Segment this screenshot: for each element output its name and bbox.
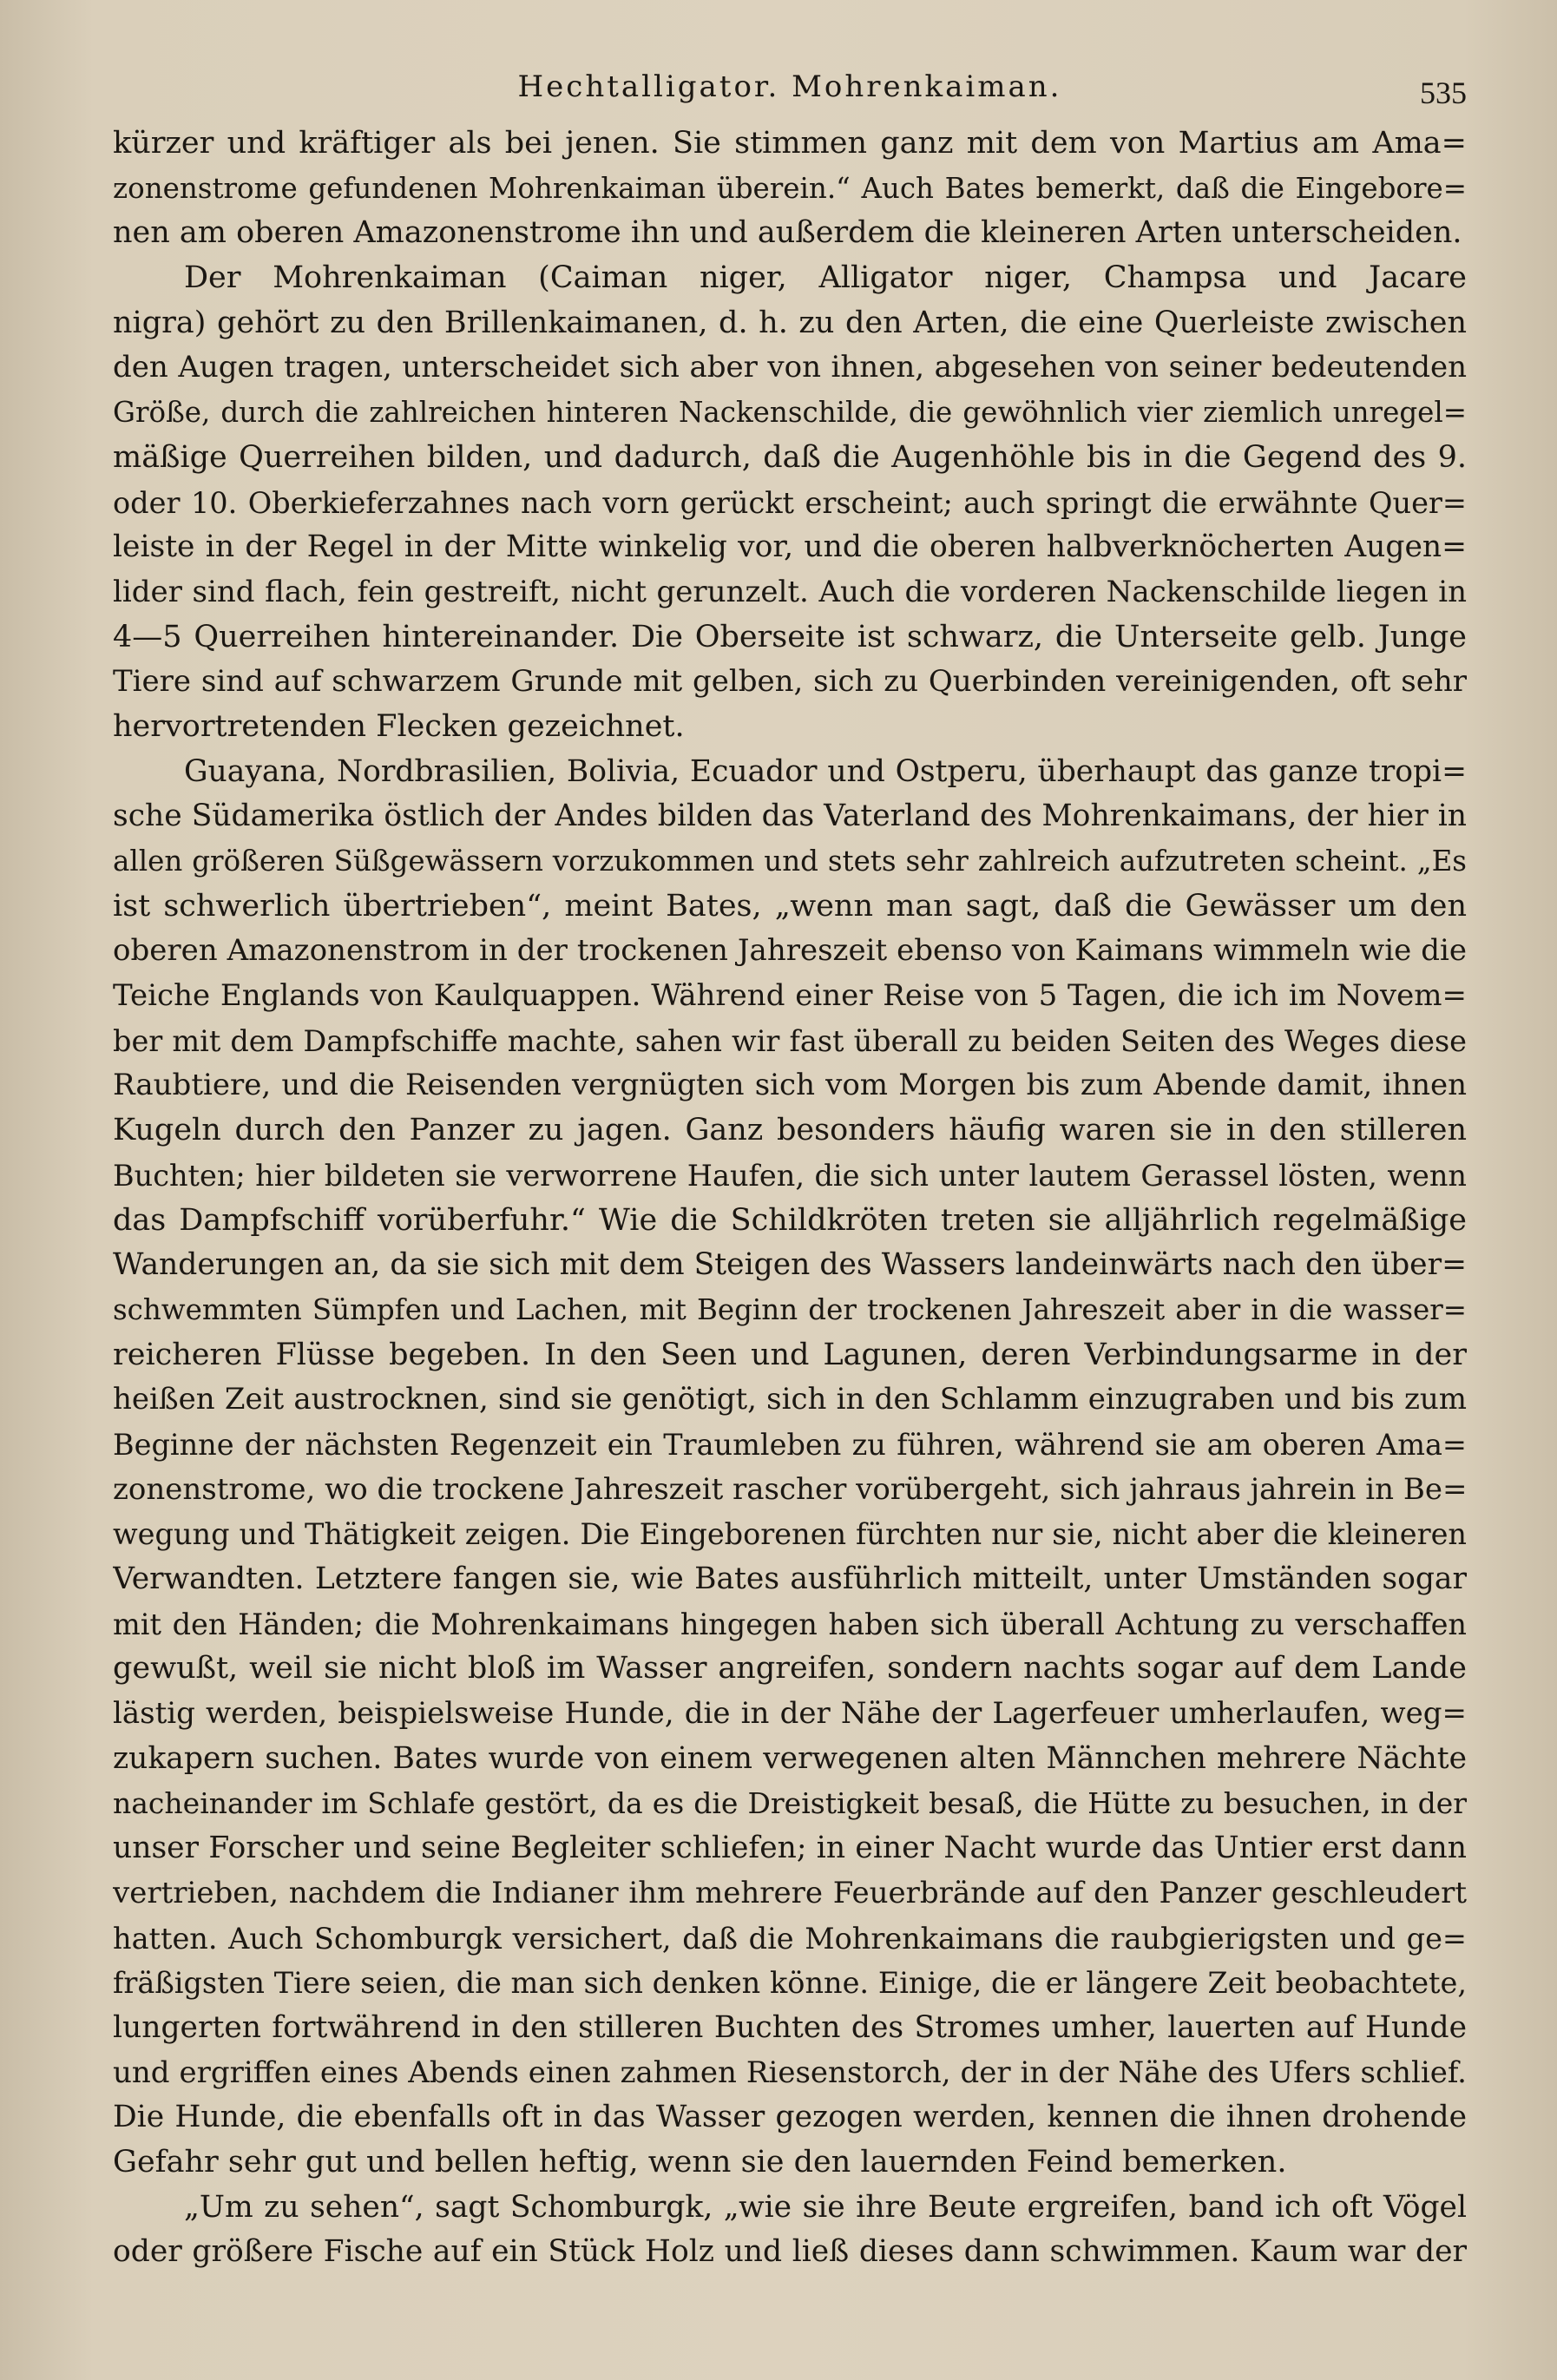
text-line: ber mit dem Dampfschiffe machte, sahen wir fast überall zu beiden Seiten des Weges diese <box>113 1023 1467 1058</box>
text-line: heißen Zeit austrocknen, sind sie genötigt, sich in den Schlamm einzugraben und bis zum <box>113 1382 1467 1417</box>
text-line: vertrieben, nachdem die Indianer ihm mehrere Feuerbrände auf den Panzer geschleudert <box>113 1875 1467 1910</box>
text-line: mit den Händen; die Mohrenkaimans hingegen haben sich überall Achtung zu verschaffen <box>113 1607 1467 1641</box>
text-line: leiste in der Regel in der Mitte winkelig vor, und die oberen halbverknöcherten Augen= <box>113 529 1467 565</box>
text-line: „Um zu sehen“, sagt Schomburgk, „wie sie ihre Beute ergreifen, band ich oft Vögel <box>184 2189 1467 2225</box>
text-line: nen am oberen Amazonenstrome ihn und außerdem die kleineren Arten unterscheiden. <box>113 215 1462 251</box>
text-line: ist schwerlich übertrieben“, meint Bates, „wenn man sagt, daß die Gewässer um den <box>113 888 1467 924</box>
text-line: Wanderungen an, da sie sich mit dem Steigen des Wassers landeinwärts nach den über= <box>113 1247 1467 1283</box>
running-head <box>113 62 1467 115</box>
text-line: schwemmten Sümpfen und Lachen, mit Beginn der trockenen Jahreszeit aber in die wasser= <box>113 1292 1467 1326</box>
text-line: Guayana, Nordbrasilien, Bolivia, Ecuador und Ostperu, überhaupt das ganze tropi= <box>184 753 1467 789</box>
text-line: mäßige Querreihen bilden, und dadurch, daß die Augenhöhle bis in die Gegend des 9. <box>113 439 1467 475</box>
text-line: Gefahr sehr gut und bellen heftig, wenn sie den lauernden Feind bemerken. <box>113 2144 1287 2179</box>
text-line: kürzer und kräftiger als bei jenen. Sie stimmen ganz mit dem von Martius am Ama= <box>113 126 1467 161</box>
text-line: hatten. Auch Schomburgk versichert, daß die Mohrenkaimans die raubgierigsten und ge= <box>113 1921 1467 1956</box>
text-line: unser Forscher und seine Begleiter schliefen; in einer Nacht wurde das Untier erst dann <box>113 1831 1467 1866</box>
text-line: sche Südamerika östlich der Andes bilden das Vaterland des Mohrenkaimans, der hier in <box>113 799 1467 834</box>
text-line: oder größere Fische auf ein Stück Holz und ließ dieses dann schwimmen. Kaum war der <box>113 2234 1467 2270</box>
text-line: gewußt, weil sie nicht bloß im Wasser angreifen, sondern nachts sogar auf dem Lande <box>113 1651 1467 1686</box>
text-line: Raubtiere, und die Reisenden vergnügten sich vom Morgen bis zum Abende damit, ihnen <box>113 1068 1467 1103</box>
text-line: lästig werden, beispielsweise Hunde, die in der Nähe der Lagerfeuer umherlaufen, weg= <box>113 1696 1467 1732</box>
text-line: das Dampfschiff vorüberfuhr.“ Wie die Schildkröten treten sie alljährlich regelmäßige <box>113 1202 1467 1238</box>
text-line: oder 10. Oberkieferzahnes nach vorn gerückt erscheint; auch springt die erwähnte Quer= <box>113 485 1467 520</box>
text-line: Buchten; hier bildeten sie verworrene Haufen, die sich unter lautem Gerassel lösten, wenn <box>113 1158 1467 1193</box>
text-line: Beginne der nächsten Regenzeit ein Traumleben zu führen, während sie am oberen Ama= <box>113 1427 1467 1462</box>
text-line: wegung und Thätigkeit zeigen. Die Eingeborenen fürchten nur sie, nicht aber die kleineren <box>113 1517 1467 1552</box>
text-line: Tiere sind auf schwarzem Grunde mit gelben, sich zu Querbinden vereinigenden, oft sehr <box>113 664 1467 700</box>
text-line: den Augen tragen, unterscheidet sich aber von ihnen, abgesehen von seiner bedeutenden <box>113 350 1467 385</box>
text-line: lider sind flach, fein gestreift, nicht gerunzelt. Auch die vorderen Nackenschilde liegen in <box>113 574 1467 609</box>
text-line: hervortretenden Flecken gezeichnet. <box>113 708 685 744</box>
text-line: 4—5 Querreihen hintereinander. Die Oberseite ist schwarz, die Unterseite gelb. Junge <box>113 619 1467 654</box>
text-line: fräßigsten Tiere seien, die man sich denken könne. Einige, die er längere Zeit beobachtete, <box>113 1966 1467 2001</box>
text-line: zonenstrome gefundenen Mohrenkaiman überein.“ Auch Bates bemerkt, daß die Eingebore= <box>113 171 1467 205</box>
text-line: reicheren Flüsse begeben. In den Seen und Lagunen, deren Verbindungsarme in der <box>113 1337 1467 1372</box>
text-line: Verwandten. Letztere fangen sie, wie Bates ausführlich mitteilt, unter Umständen sogar <box>113 1561 1467 1596</box>
running-head-title: Hechtalligator. Mohrenkaiman. <box>517 69 1062 104</box>
text-line: Kugeln durch den Panzer zu jagen. Ganz besonders häufig waren sie in den stilleren <box>113 1113 1467 1148</box>
text-line: Die Hunde, die ebenfalls oft in das Wasser gezogen werden, kennen die ihnen drohende <box>113 2100 1467 2135</box>
page-number: 535 <box>1420 76 1467 110</box>
text-line: Größe, durch die zahlreichen hinteren Nackenschilde, die gewöhnlich vier ziemlich unregel= <box>113 396 1467 430</box>
body-text <box>113 122 1467 2275</box>
text-line: und ergriffen eines Abends einen zahmen Riesenstorch, der in der Nähe des Ufers schlief. <box>113 2055 1467 2090</box>
text-line: zukapern suchen. Bates wurde von einem verwegenen alten Männchen mehrere Nächte <box>113 1740 1467 1776</box>
text-line: Der Mohrenkaiman (Caiman niger, Alligator niger, Champsa und Jacare <box>184 260 1467 296</box>
text-line: nacheinander im Schlafe gestört, da es die Dreistigkeit besaß, die Hütte zu besuchen, in der <box>113 1786 1467 1821</box>
text-line: lungerten fortwährend in den stilleren Buchten des Stromes umher, lauerten auf Hunde <box>113 2009 1467 2045</box>
text-line: Teiche Englands von Kaulquappen. Während einer Reise von 5 Tagen, die ich im Novem= <box>113 978 1467 1014</box>
text-line: zonenstrome, wo die trockene Jahreszeit rascher vorübergeht, sich jahraus jahrein in Be= <box>113 1471 1467 1507</box>
text-line: allen größeren Süßgewässern vorzukommen und stets sehr zahlreich aufzutreten scheint. „Es <box>113 845 1467 878</box>
text-line: oberen Amazonenstrom in der trockenen Jahreszeit ebenso von Kaimans wimmeln wie die <box>113 933 1467 969</box>
text-line: nigra) gehört zu den Brillenkaimanen, d. h. zu den Arten, die eine Querleiste zwischen <box>113 305 1467 340</box>
